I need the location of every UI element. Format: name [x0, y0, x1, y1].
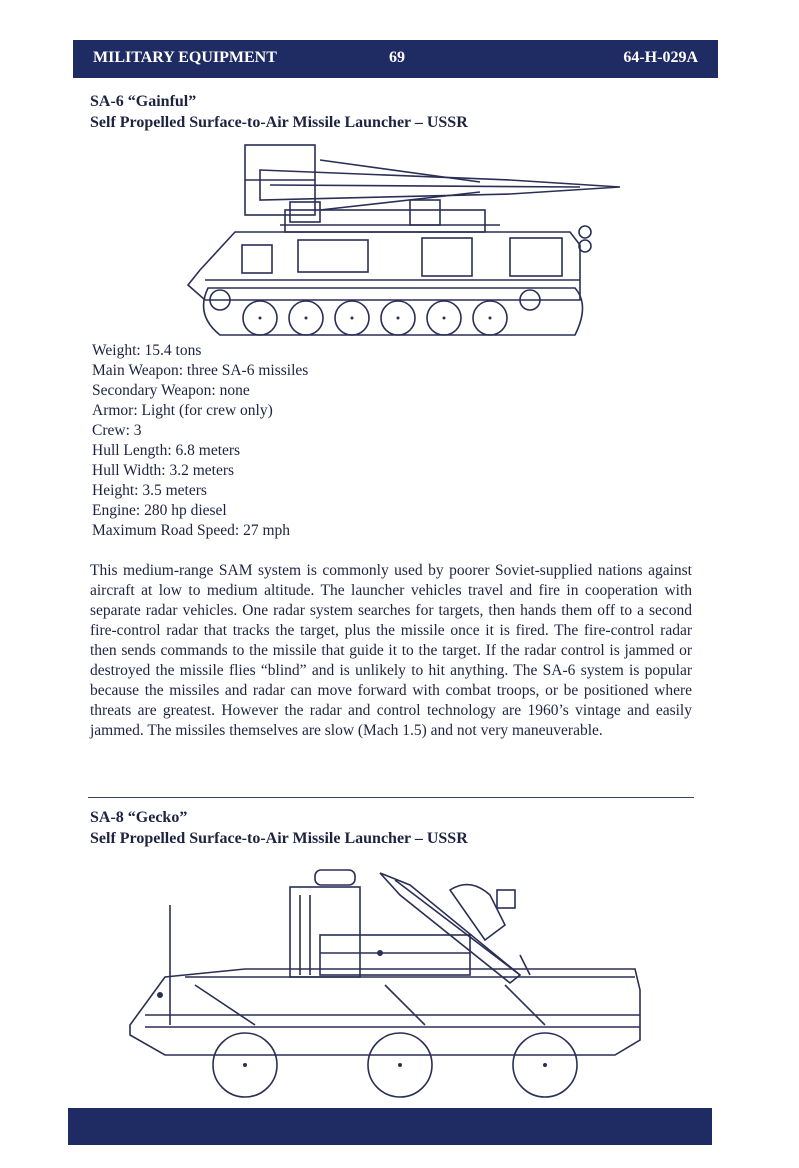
sa6-heading: SA-6 “Gainful”: [90, 93, 197, 110]
page-header: [73, 40, 718, 78]
sa6-description: This medium-range SAM system is commonly used by poorer Soviet-supplied nations against aircraft at low to medium altitude. The launcher vehicles travel and fire in cooperation with separate radar vehicles. One radar system searches for targets, then hands them off to a second fire-control radar that tracks the target, plus the missile once it is fired. The fire-control radar then sends commands to the missile that guide it to the target. If the radar control is jammed or destroyed the missile flies “blind” and is unlikely to hit anything. The SA-6 system is popular because the missiles and radar can move forward with combat troops, or be positioned where threats are greatest. However the radar and control technology are 1960’s vintage and easily jammed. The missiles themselves are slow (Mach 1.5) and not very maneuverable.: [90, 562, 692, 739]
page-number: 69: [389, 49, 405, 66]
spec-hull-length: Hull Length: 6.8 meters: [92, 442, 241, 459]
sa6-type: Self Propelled Surface-to-Air Missile Launcher – USSR: [90, 114, 468, 131]
document-code: 64-H-029A: [623, 49, 698, 66]
sa6-specs: [92, 341, 412, 541]
spec-armor: Armor: Light (for crew only): [92, 402, 273, 419]
page-footer: [68, 1108, 712, 1145]
header-title: MILITARY EQUIPMENT: [93, 49, 277, 66]
spec-road-speed: Maximum Road Speed: 27 mph: [92, 522, 291, 539]
sa8-heading: SA-8 “Gecko”: [90, 809, 188, 826]
spec-height: Height: 3.5 meters: [92, 482, 207, 499]
spec-crew: Crew: 3: [92, 422, 142, 439]
spec-hull-width: Hull Width: 3.2 meters: [92, 462, 235, 479]
section-divider: [88, 797, 694, 798]
spec-main-weapon: Main Weapon: three SA-6 missiles: [92, 362, 309, 379]
spec-secondary-weapon: Secondary Weapon: none: [92, 382, 250, 399]
sa8-type: Self Propelled Surface-to-Air Missile Launcher – USSR: [90, 830, 468, 847]
sa6-illustration: [180, 140, 630, 340]
spec-weight: Weight: 15.4 tons: [92, 342, 202, 359]
sa8-illustration: [125, 865, 655, 1100]
spec-engine: Engine: 280 hp diesel: [92, 502, 227, 519]
